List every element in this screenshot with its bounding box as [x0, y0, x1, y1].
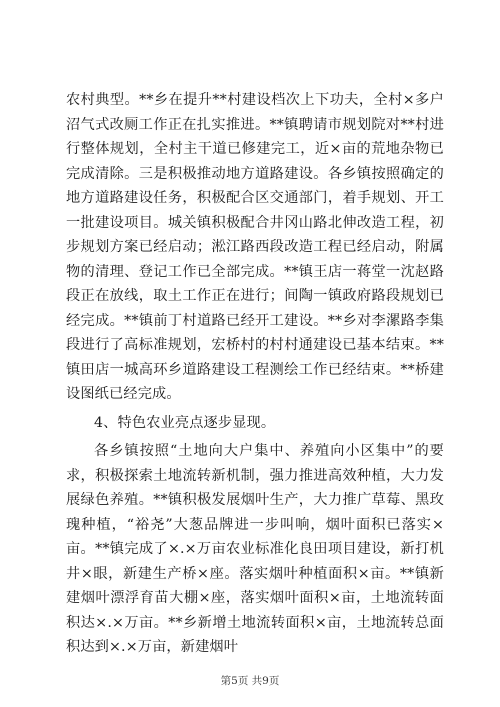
page-footer: 第5页 共9页 [220, 675, 280, 687]
paragraph-continuation: 农村典型。**乡在提升**村建设档次上下功夫，全村×多户沼气式改厕工作正在扎实推进。**镇聘请市规划院对**村进行整体规划，全村主干道已修建完工，近×亩的荒地杂物已完成清除。三是积极推动地方道路建设。各乡镇按照确定的地方道路建设任务，积极配合区交通部门，着手规划、开工一批建设项目。城关镇积极配合井冈山路北伸改造工程，初步规划方案已经启动；淞江路西段改造工程已经启动，附属物的清理、登记工作已全部完成。**镇王店一蒋堂一沈赵路段正在放线，取土工作正在进行；间陶一镇政府路段规划已经完成。**镇前丁村道路已经开工建设。**乡对李漯路李集段进行了高标准规划，宏桥村的村村通建设已基本结束。**镇田店一城高环乡道路建设工程测绘工作已经结束。**桥建设图纸已经完成。 [66, 92, 444, 402]
paragraph-body: 各乡镇按照“土地向大户集中、养殖向小区集中”的要求，积极探索土地流转新机制，强力推进高效种植，大力发展绿色养殖。**镇积极发展烟叶生产，大力推广草莓、黑玫瑰种植，“裕尧”大葱品牌进一步叫响，烟叶面积已落实×亩。**镇完成了×.×万亩农业标准化良田项目建设，新打机井×眼，新建生产桥×座。落实烟叶种植面积×亩。**镇新建烟叶漂浮育苗大棚×座，落实烟叶面积×亩，土地流转面积达×.×万亩。**乡新增土地流转面积×亩，土地流转总面积达到×.×万亩，新建烟叶 [66, 443, 444, 655]
section-heading: 4、特色农业亮点逐步显现。 [94, 414, 276, 431]
document-body [66, 88, 444, 660]
